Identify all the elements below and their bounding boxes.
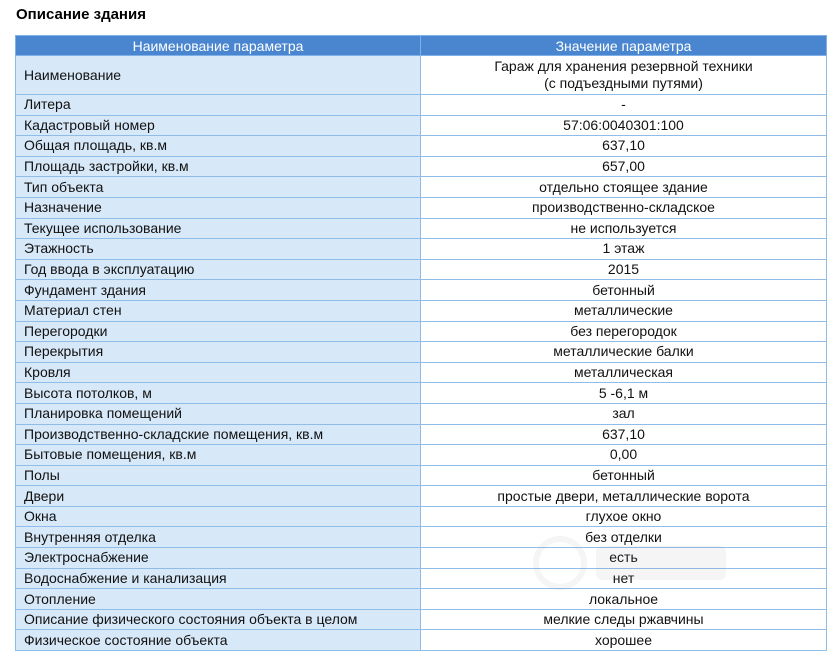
row-name: Фундамент здания xyxy=(16,280,421,301)
table-row xyxy=(16,156,827,177)
row-name: Этажность xyxy=(16,239,421,260)
row-value: хорошее xyxy=(421,630,827,651)
row-name: Назначение xyxy=(16,197,421,218)
row-name: Физическое состояние объекта xyxy=(16,630,421,651)
row-name: Двери xyxy=(16,486,421,507)
table-row xyxy=(16,486,827,507)
row-name: Планировка помещений xyxy=(16,403,421,424)
row-name: Перекрытия xyxy=(16,342,421,363)
row-value: есть xyxy=(421,548,827,569)
header-parameter-name: Наименование параметра xyxy=(16,36,421,56)
row-name: Перегородки xyxy=(16,321,421,342)
row-value: зал xyxy=(421,403,827,424)
row-value: нет xyxy=(421,568,827,589)
row-value: без отделки xyxy=(421,527,827,548)
row-value: бетонный xyxy=(421,465,827,486)
table-row xyxy=(16,115,827,136)
page-title: Описание здания xyxy=(16,6,146,23)
table-row xyxy=(16,403,827,424)
table-row xyxy=(16,300,827,321)
row-name: Окна xyxy=(16,506,421,527)
table-row xyxy=(16,321,827,342)
table-row xyxy=(16,568,827,589)
table-row xyxy=(16,609,827,630)
table-row xyxy=(16,527,827,548)
row-name: Тип объекта xyxy=(16,177,421,198)
row-value: 5 -6,1 м xyxy=(421,383,827,404)
table-row xyxy=(16,630,827,651)
row-name: Общая площадь, кв.м xyxy=(16,136,421,157)
table-row xyxy=(16,445,827,466)
table-row xyxy=(16,424,827,445)
table-row xyxy=(16,136,827,157)
table-row xyxy=(16,342,827,363)
row-name: Кровля xyxy=(16,362,421,383)
row-name: Внутренняя отделка xyxy=(16,527,421,548)
row-value xyxy=(421,56,827,95)
row-name: Год ввода в эксплуатацию xyxy=(16,259,421,280)
table-row xyxy=(16,95,827,116)
parameters-table xyxy=(15,35,827,651)
row-value: без перегородок xyxy=(421,321,827,342)
row-value: 657,00 xyxy=(421,156,827,177)
table-row xyxy=(16,259,827,280)
row-value: локальное xyxy=(421,589,827,610)
row-name: Кадастровый номер xyxy=(16,115,421,136)
row-value: 2015 xyxy=(421,259,827,280)
row-value: простые двери, металлические ворота xyxy=(421,486,827,507)
row-value: мелкие следы ржавчины xyxy=(421,609,827,630)
row-value: - xyxy=(421,95,827,116)
table-row xyxy=(16,465,827,486)
row-value-line-1: Гараж для хранения резервной техники xyxy=(494,58,753,74)
row-value: отдельно стоящее здание xyxy=(421,177,827,198)
row-value: не используется xyxy=(421,218,827,239)
table-row xyxy=(16,197,827,218)
row-value: 0,00 xyxy=(421,445,827,466)
row-name: Описание физического состояния объекта в целом xyxy=(16,609,421,630)
row-name: Материал стен xyxy=(16,300,421,321)
row-value: 637,10 xyxy=(421,424,827,445)
row-value-line-2: (с подъездными путями) xyxy=(544,75,703,91)
row-name: Площадь застройки, кв.м xyxy=(16,156,421,177)
row-value: глухое окно xyxy=(421,506,827,527)
row-name: Полы xyxy=(16,465,421,486)
row-name: Водоснабжение и канализация xyxy=(16,568,421,589)
row-name: Литера xyxy=(16,95,421,116)
row-name: Отопление xyxy=(16,589,421,610)
table-row xyxy=(16,548,827,569)
table-row xyxy=(16,218,827,239)
row-value: 57:06:0040301:100 xyxy=(421,115,827,136)
row-name: Электроснабжение xyxy=(16,548,421,569)
row-name: Наименование xyxy=(16,56,421,95)
table-row xyxy=(16,362,827,383)
table-row xyxy=(16,56,827,95)
row-name: Текущее использование xyxy=(16,218,421,239)
table-row xyxy=(16,280,827,301)
header-parameter-value: Значение параметра xyxy=(421,36,827,56)
row-value: металлические xyxy=(421,300,827,321)
row-value: бетонный xyxy=(421,280,827,301)
row-value: 1 этаж xyxy=(421,239,827,260)
table-row xyxy=(16,239,827,260)
table-header-row xyxy=(16,36,827,56)
table-row xyxy=(16,177,827,198)
row-name: Высота потолков, м xyxy=(16,383,421,404)
row-value: металлическая xyxy=(421,362,827,383)
table-row xyxy=(16,589,827,610)
row-value: производственно-складское xyxy=(421,197,827,218)
row-name: Производственно-складские помещения, кв.м xyxy=(16,424,421,445)
row-value: 637,10 xyxy=(421,136,827,157)
row-name: Бытовые помещения, кв.м xyxy=(16,445,421,466)
table-row xyxy=(16,506,827,527)
row-value: металлические балки xyxy=(421,342,827,363)
table-row xyxy=(16,383,827,404)
